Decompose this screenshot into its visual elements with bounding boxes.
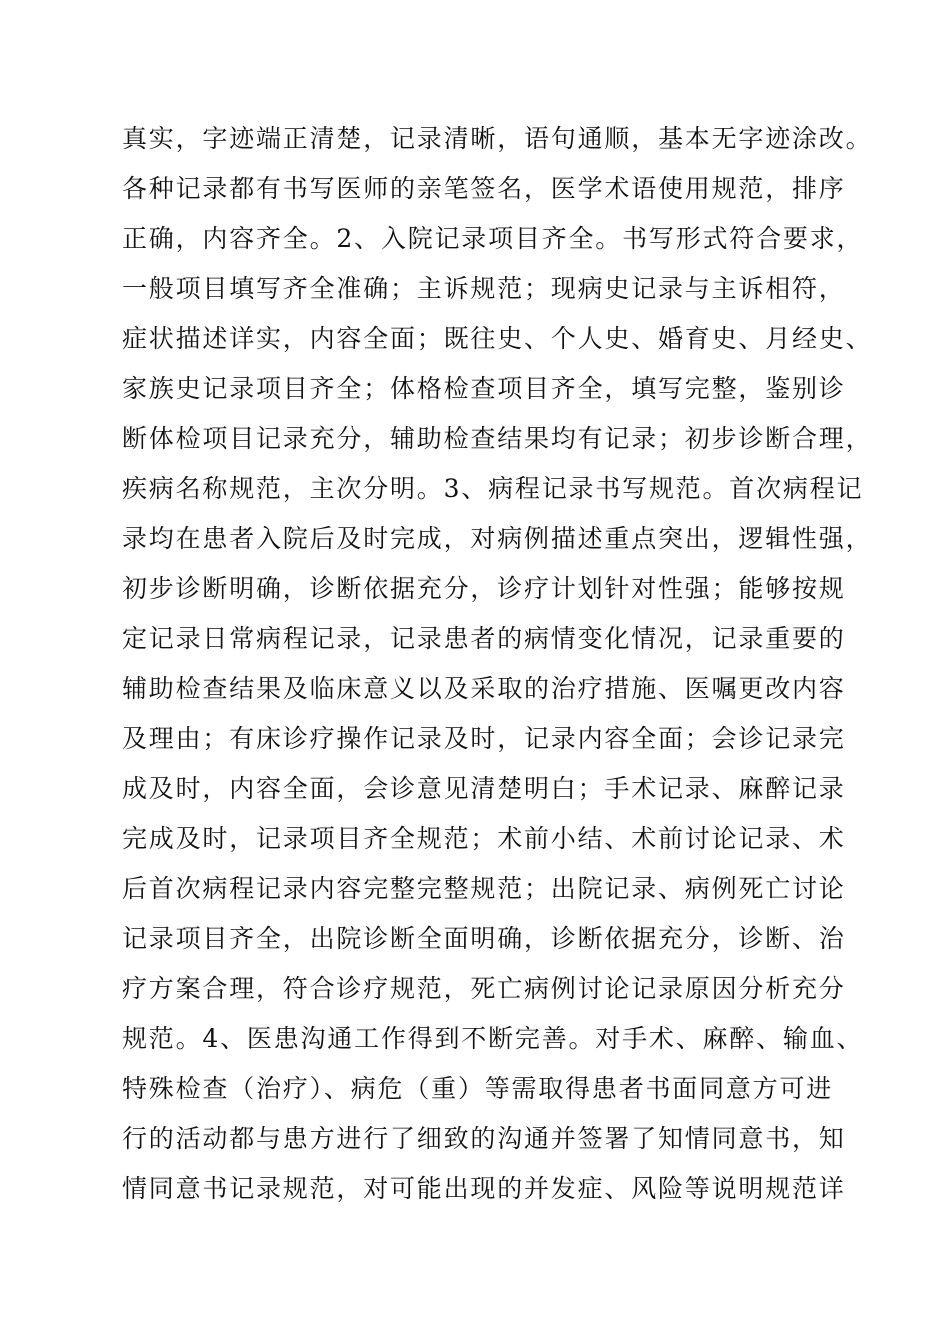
text-line: 录均在患者入院后及时完成，对病例描述重点突出，逻辑性强， (122, 524, 873, 553)
text-line: 初步诊断明确，诊断依据充分，诊疗计划针对性强；能够按规 (122, 574, 846, 603)
text-line: 正确，内容齐全。2、入院记录项目齐全。书写形式符合要求， (122, 224, 864, 253)
text-line: 规范。4、医患沟通工作得到不断完善。对手术、麻醉、输血、 (122, 1024, 864, 1053)
text-line: 疾病名称规范，主次分明。3、病程记录书写规范。首次病程记 (122, 474, 864, 503)
text-line: 及理由；有床诊疗操作记录及时，记录内容全面；会诊记录完 (122, 724, 846, 753)
text-line: 症状描述详实，内容全面；既往史、个人史、婚育史、月经史、 (122, 324, 873, 353)
text-line: 家族史记录项目齐全；体格检查项目齐全，填写完整，鉴别诊 (122, 374, 846, 403)
text-line: 记录项目齐全，出院诊断全面明确，诊断依据充分，诊断、治 (122, 924, 846, 953)
text-line: 情同意书记录规范，对可能出现的并发症、风险等说明规范详 (122, 1174, 846, 1203)
text-line: 特殊检查（治疗）、病危（重）等需取得患者书面同意方可进 (122, 1074, 834, 1103)
text-line: 断体检项目记录充分，辅助检查结果均有记录；初步诊断合理， (122, 424, 873, 453)
text-line: 成及时，内容全面，会诊意见清楚明白；手术记录、麻醉记录 (122, 774, 846, 803)
text-line: 定记录日常病程记录，记录患者的病情变化情况，记录重要的 (122, 624, 846, 653)
text-line: 完成及时，记录项目齐全规范；术前小结、术前讨论记录、术 (122, 824, 846, 853)
text-line: 一般项目填写齐全准确；主诉规范；现病史记录与主诉相符， (122, 274, 846, 303)
text-line: 各种记录都有书写医师的亲笔签名，医学术语使用规范，排序 (122, 174, 846, 203)
text-line: 真实，字迹端正清楚，记录清晰，语句通顺，基本无字迹涂改。 (122, 124, 873, 153)
body-text (122, 114, 873, 1214)
text-line: 疗方案合理，符合诊疗规范，死亡病例讨论记录原因分析充分 (122, 974, 846, 1003)
text-line: 行的活动都与患方进行了细致的沟通并签署了知情同意书，知 (122, 1124, 846, 1153)
text-line: 辅助检查结果及临床意义以及采取的治疗措施、医嘱更改内容 (122, 674, 846, 703)
text-line: 后首次病程记录内容完整完整规范；出院记录、病例死亡讨论 (122, 874, 846, 903)
